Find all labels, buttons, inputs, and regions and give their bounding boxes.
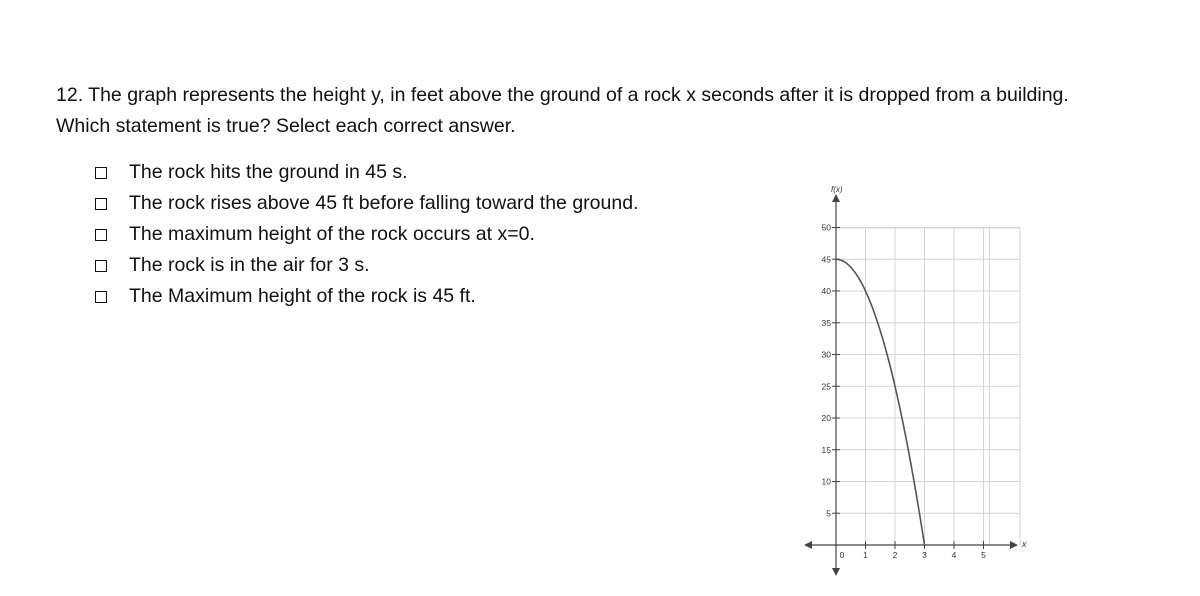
y-tick-label-20: 20 xyxy=(821,413,831,423)
checkbox-2[interactable] xyxy=(95,198,107,210)
x-tick-label-2: 2 xyxy=(892,550,898,560)
x-tick-label-3: 3 xyxy=(922,550,927,560)
height-curve xyxy=(836,259,925,545)
answer-option-5[interactable] xyxy=(95,281,638,312)
tick-labels xyxy=(822,223,987,561)
y-tick-label-45: 45 xyxy=(821,254,831,265)
grid-lines xyxy=(836,228,1020,546)
y-axis-label: f(x) xyxy=(831,185,843,194)
height-graph xyxy=(800,180,1030,580)
axes xyxy=(804,194,1018,576)
x-tick-label-0: 0 xyxy=(839,550,845,560)
answer-option-1[interactable] xyxy=(95,157,638,188)
question-text xyxy=(56,80,1069,142)
y-tick-label-50: 50 xyxy=(821,222,831,233)
option-label-4: The rock is in the air for 3 s. xyxy=(129,254,370,276)
y-tick-label-30: 30 xyxy=(821,349,831,360)
question-line-2: Which statement is true? Select each correct answer. xyxy=(56,115,516,137)
y-tick-label-35: 35 xyxy=(821,317,831,328)
option-label-3: The maximum height of the rock occurs at x=0. xyxy=(129,223,535,245)
x-axis-label: x xyxy=(1022,539,1027,549)
option-label-1: The rock hits the ground in 45 s. xyxy=(129,161,408,183)
y-tick-label-40: 40 xyxy=(821,286,831,296)
y-axis-up-arrow-icon xyxy=(832,194,840,202)
x-tick-label-5: 5 xyxy=(981,550,986,560)
question-line-1: 12. The graph represents the height y, in feet above the ground of a rock x seconds after it is dropped from a building. xyxy=(56,84,1069,106)
checkbox-1[interactable] xyxy=(95,167,107,179)
option-label-5: The Maximum height of the rock is 45 ft. xyxy=(129,285,476,307)
x-axis-right-arrow-icon xyxy=(1010,541,1018,549)
answer-options xyxy=(95,157,638,312)
checkbox-4[interactable] xyxy=(95,260,107,272)
y-axis-down-arrow-icon xyxy=(832,568,840,576)
answer-option-3[interactable] xyxy=(95,219,638,250)
x-axis-left-arrow-icon xyxy=(804,541,812,549)
x-tick-label-1: 1 xyxy=(863,550,868,560)
x-tick-label-4: 4 xyxy=(951,550,957,560)
answer-option-2[interactable] xyxy=(95,188,638,219)
y-tick-label-5: 5 xyxy=(826,508,831,519)
y-tick-label-15: 15 xyxy=(821,444,831,455)
axis-ticks xyxy=(832,228,984,550)
y-tick-label-25: 25 xyxy=(821,381,831,392)
option-label-2: The rock rises above 45 ft before falling toward the ground. xyxy=(129,192,639,214)
checkbox-5[interactable] xyxy=(95,291,107,303)
checkbox-3[interactable] xyxy=(95,229,107,241)
y-tick-label-10: 10 xyxy=(821,476,831,487)
answer-option-4[interactable] xyxy=(95,250,638,281)
